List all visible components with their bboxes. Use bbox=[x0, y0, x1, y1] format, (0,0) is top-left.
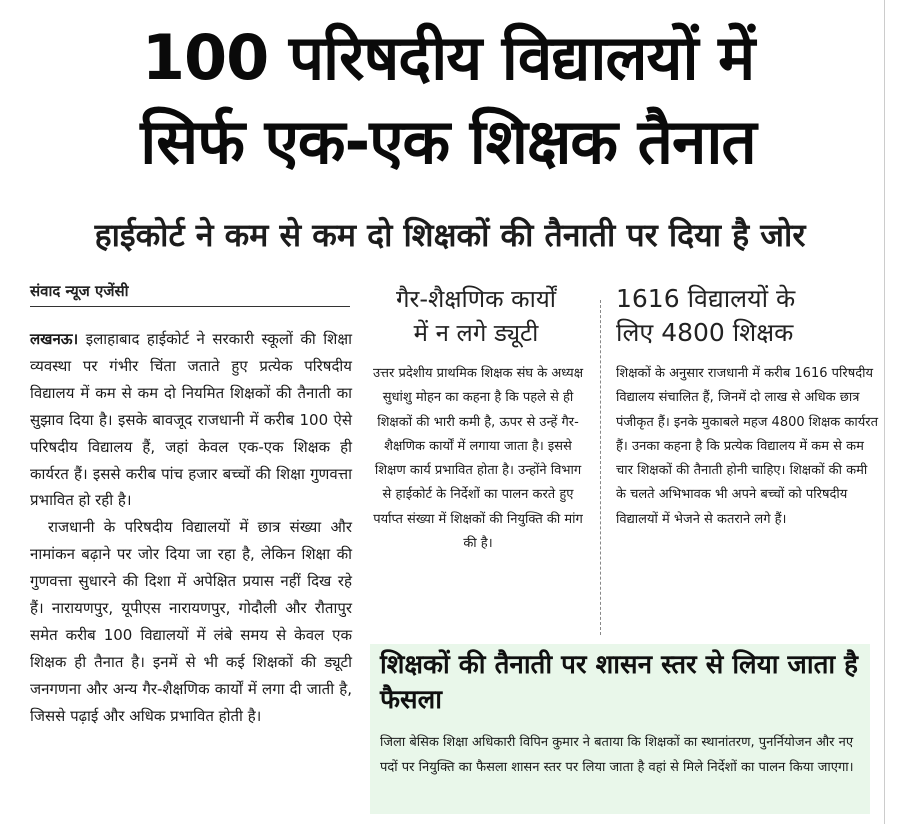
left-paragraph-1 bbox=[30, 326, 352, 514]
byline: संवाद न्यूज एजेंसी bbox=[30, 281, 350, 307]
dateline: लखनऊ। bbox=[30, 330, 79, 348]
right-heading-line-1: 1616 विद्यालयों के bbox=[616, 284, 796, 313]
adjacent-column-edge bbox=[884, 0, 899, 824]
middle-column-heading bbox=[372, 282, 580, 350]
right-heading-line-2: लिए 4800 शिक्षक bbox=[616, 318, 794, 347]
left-paragraph-1-text: इलाहाबाद हाईकोर्ट ने सरकारी स्कूलों की शिक्षा व्यवस्था पर गंभीर चिंता जताते हुए प्रत्येक परिषदीय विद्यालय में कम से कम दो नियमित शिक्षकों की तैनाती का सुझाव दिया है। इसके बावजूद राजधानी में करीब 100 ऐसे परिषदीय विद्यालय हैं, जहां केवल एक-एक शिक्षक ही कार्यरत हैं। इससे करीब पांच हजार बच्चों की शिक्षा गुणवत्ता प्रभावित हो रही है। bbox=[30, 330, 352, 510]
left-column bbox=[30, 326, 352, 730]
headline-line-2: सिर्फ एक-एक शिक्षक तैनात bbox=[140, 105, 756, 178]
headline-line-1: 100 परिषदीय विद्यालयों में bbox=[141, 21, 755, 94]
box-body: जिला बेसिक शिक्षा अधिकारी विपिन कुमार ने बताया कि शिक्षकों का स्थानांतरण, पुनर्नियोजन और नए पदों पर नियुक्ति का फैसला शासन स्तर पर लिया जाता है वहां से मिले निर्देशों का पालन किया जाएगा। bbox=[380, 735, 854, 775]
right-column-body: शिक्षकों के अनुसार राजधानी में करीब 1616 परिषदीय विद्यालय संचालित हैं, जिनमें दो लाख से अधिक छात्र पंजीकृत हैं। इनके मुकाबले महज 4800 शिक्षक कार्यरत हैं। उनका कहना है कि प्रत्येक विद्यालय में कम से कम चार शिक्षकों की तैनाती होनी चाहिए। शिक्षकों की कमी के चलते अभिभावक भी अपने बच्चों को परिषदीय विद्यालयों में भेजने से कतराने लगे हैं। bbox=[616, 366, 879, 527]
left-paragraph-2: राजधानी के परिषदीय विद्यालयों में छात्र संख्या और नामांकन बढ़ाने पर जोर दिया जा रहा है, लेकिन शिक्षा की गुणवत्ता सुधारने की दिशा में अपेक्षित प्रयास नहीं दिख रहे हैं। नारायणपुर, यूपीएस नारायणपुर, गोदौली और रौतापुर समेत करीब 100 विद्यालयों में लंबे समय से केवल एक शिक्षक ही तैनात है। इनमें से भी कई शिक्षकों की ड्यूटी जनगणना और अन्य गैर-शैक्षणिक कार्यों में लगा दी जाती है, जिससे पढ़ाई और अधिक प्रभावित होती है। bbox=[30, 518, 352, 725]
column-divider bbox=[600, 300, 601, 635]
middle-column-body: उत्तर प्रदेशीय प्राथमिक शिक्षक संघ के अध्यक्ष सुधांशु मोहन का कहना है कि पहले से ही शिक्षकों की भारी कमी है, ऊपर से उन्हें गैर-शैक्षणिक कार्यों में लगाया जाता है। इससे शिक्षण कार्य प्रभावित होता है। उन्होंने विभाग से हाईकोर्ट के निर्देशों का पालन करते हुए पर्याप्त संख्या में शिक्षकों की नियुक्ति की मांग की है। bbox=[372, 366, 584, 552]
highlight-box bbox=[370, 644, 870, 814]
middle-heading-line-1: गैर-शैक्षणिक कार्यों bbox=[396, 285, 556, 313]
middle-heading-line-2: में न लगे ड्यूटी bbox=[413, 319, 539, 347]
right-column-heading bbox=[616, 282, 876, 350]
subheadline: हाईकोर्ट ने कम से कम दो शिक्षकों की तैनाती पर दिया है जोर bbox=[94, 216, 806, 254]
box-heading: शिक्षकों की तैनाती पर शासन स्तर से लिया जाता है फैसला bbox=[380, 650, 858, 715]
